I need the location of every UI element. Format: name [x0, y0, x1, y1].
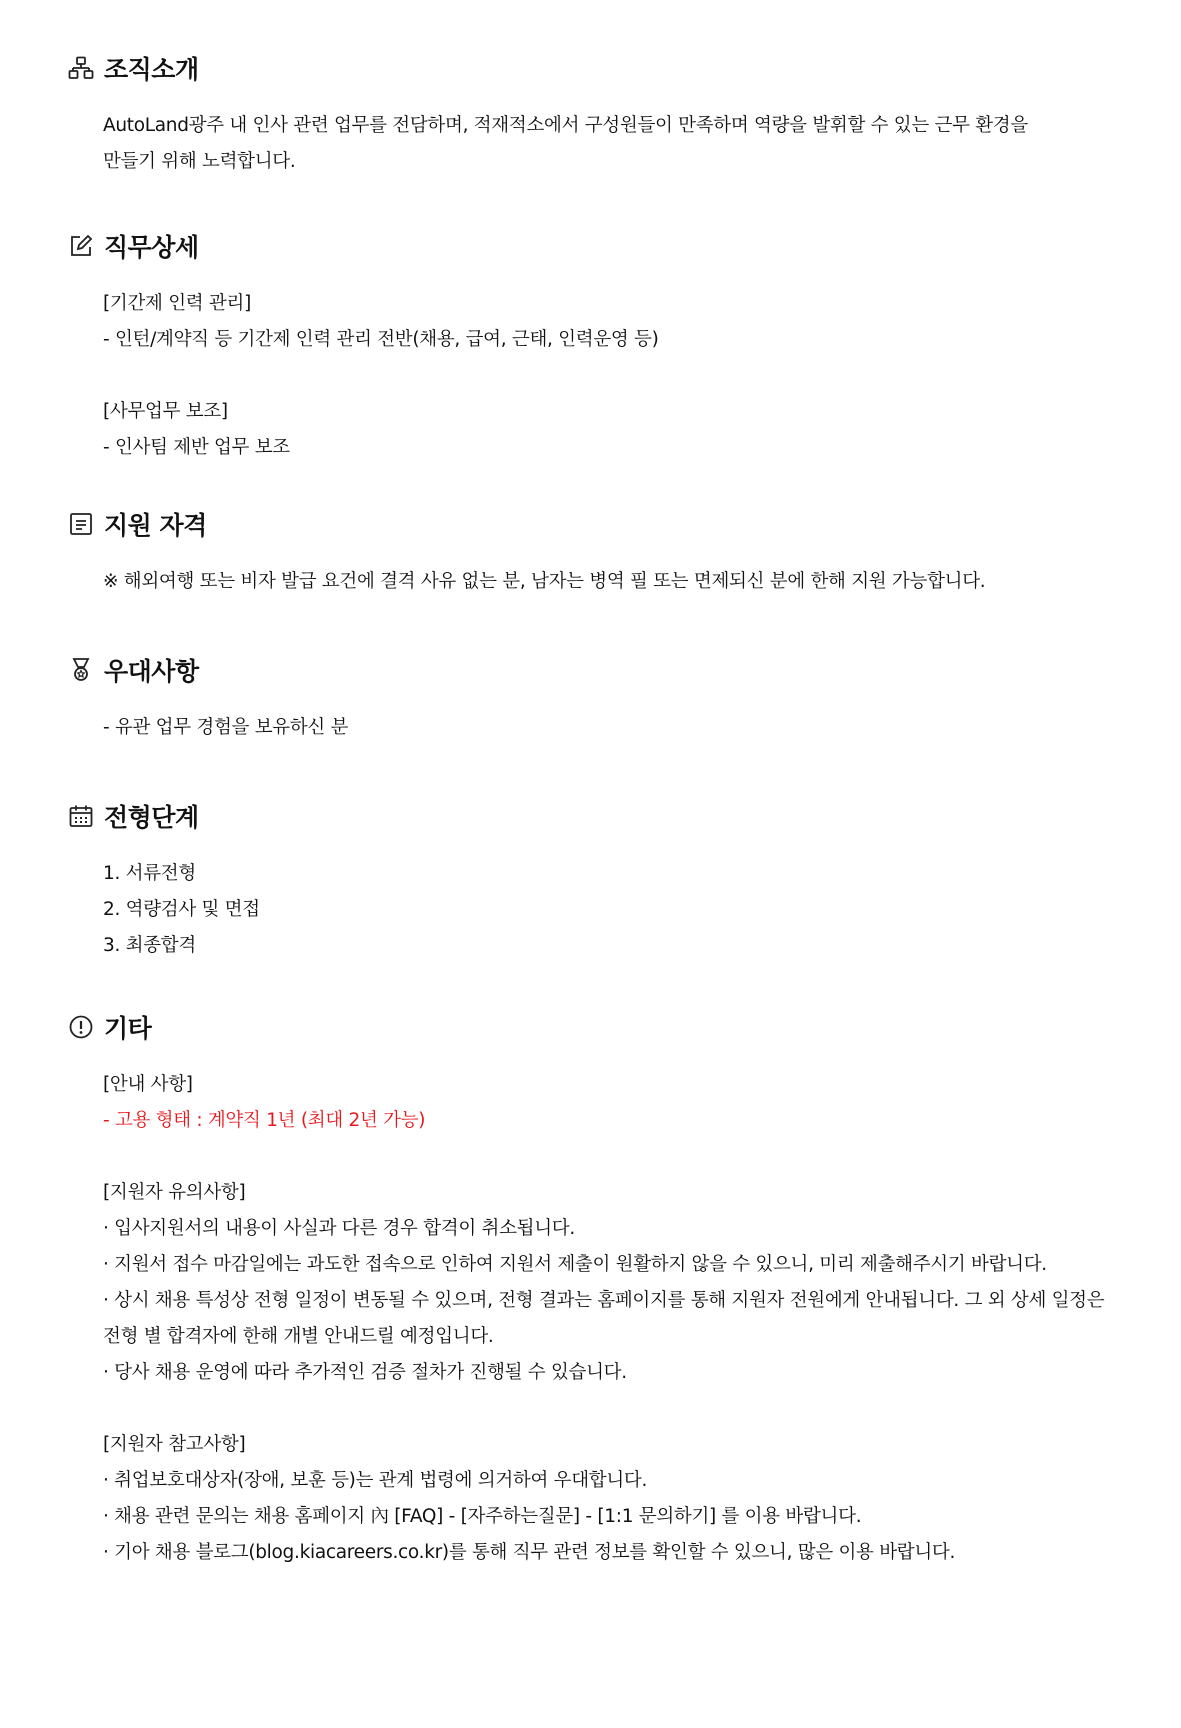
preference-text: - 유관 업무 경험을 보유하신 분	[103, 717, 349, 738]
reference-item: · 채용 관련 문의는 채용 홈페이지 內 [FAQ] - [자주하는질문] - [1:1 문의하기] 를 이용 바랍니다.	[103, 1506, 862, 1527]
org-chart-icon	[68, 55, 94, 81]
section-process	[68, 798, 1121, 964]
caution-item: · 상시 채용 특성상 전형 일정이 변동될 수 있으며, 전형 결과는 홈페이지를 통해 지원자 전원에게 안내됩니다. 그 외 상세 일정은 전형 별 합격자에 한해 개별 안내드릴 예정입니다.	[103, 1290, 1105, 1347]
section-title: 전형단계	[104, 803, 199, 832]
duty-line: - 인턴/계약직 등 기간제 인력 관리 전반(채용, 급여, 근태, 인력운영 등)	[103, 329, 659, 350]
org-description: AutoLand광주 내 인사 관련 업무를 전담하며, 적재적소에서 구성원들이 만족하며 역량을 발휘할 수 있는 근무 환경을 만들기 위해 노력합니다.	[103, 115, 1028, 172]
section-title: 지원 자격	[104, 511, 207, 540]
section-title: 조직소개	[104, 55, 199, 84]
caution-item: · 당사 채용 운영에 따라 추가적인 검증 절차가 진행될 수 있습니다.	[103, 1362, 627, 1383]
info-icon	[68, 1014, 94, 1040]
medal-icon	[68, 657, 94, 683]
process-step: 3. 최종합격	[103, 935, 196, 956]
caution-item: · 입사지원서의 내용이 사실과 다른 경우 합격이 취소됩니다.	[103, 1218, 575, 1239]
section-organization	[68, 50, 1121, 180]
employment-type: - 고용 형태 : 계약직 1년 (최대 2년 가능)	[103, 1110, 426, 1131]
duty-line: [사무업무 보조]	[103, 401, 228, 422]
process-step: 2. 역량검사 및 면접	[103, 899, 260, 920]
calendar-icon	[68, 803, 94, 829]
document-icon	[68, 511, 94, 537]
reference-item: · 취업보호대상자(장애, 보훈 등)는 관계 법령에 의거하여 우대합니다.	[103, 1470, 648, 1491]
reference-item: · 기아 채용 블로그(blog.kiacareers.co.kr)를 통해 직무 관련 정보를 확인할 수 있으니, 많은 이용 바랍니다.	[103, 1542, 956, 1563]
duty-line: [기간제 인력 관리]	[103, 293, 251, 314]
section-title: 우대사항	[104, 657, 199, 686]
section-job-detail	[68, 228, 1121, 466]
caution-item: · 지원서 접수 마감일에는 과도한 접속으로 인하여 지원서 제출이 원활하지 않을 수 있으니, 미리 제출해주시기 바랍니다.	[103, 1254, 1047, 1275]
edit-icon	[68, 233, 94, 259]
caution-heading: [지원자 유의사항]	[103, 1182, 246, 1203]
section-title: 직무상세	[104, 233, 199, 262]
section-qualification	[68, 506, 1121, 600]
section-title: 기타	[104, 1014, 152, 1043]
section-etc	[68, 1009, 1121, 1571]
section-preference	[68, 652, 1121, 746]
duty-line: - 인사팀 제반 업무 보조	[103, 437, 290, 458]
qualification-text: ※ 해외여행 또는 비자 발급 요건에 결격 사유 없는 분, 남자는 병역 필 또는 면제되신 분에 한해 지원 가능합니다.	[103, 571, 986, 592]
process-step: 1. 서류전형	[103, 863, 196, 884]
reference-heading: [지원자 참고사항]	[103, 1434, 246, 1455]
notice-heading: [안내 사항]	[103, 1074, 193, 1095]
